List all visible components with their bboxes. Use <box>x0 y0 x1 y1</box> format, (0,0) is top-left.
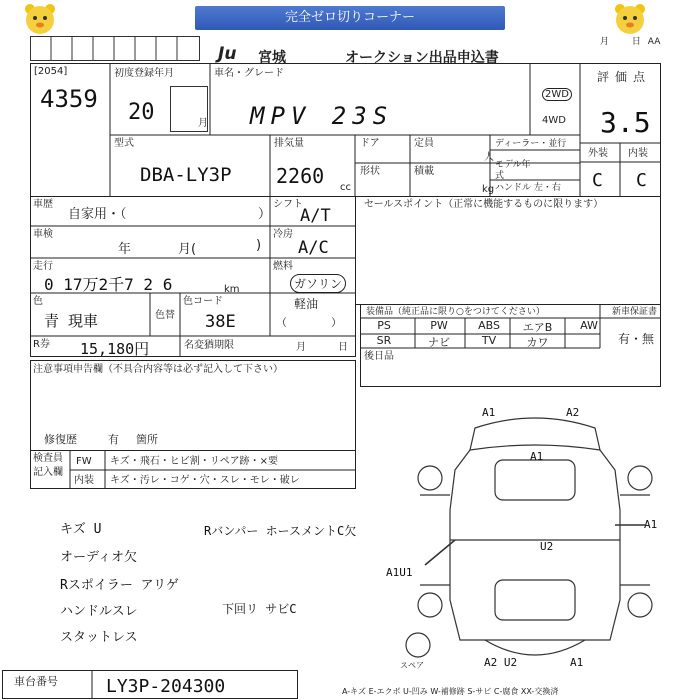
sheet-title: オークション出品申込書 <box>345 50 499 66</box>
aircon-value: A/C <box>298 238 329 258</box>
handwritten-note-5: スタットレス <box>60 630 138 645</box>
shift-value: A/T <box>300 206 331 226</box>
handwritten-note-3: Rスポイラー アリゲ <box>60 578 179 593</box>
notes-label: 注意事項申告欄（不具合内容等は必ず記入して下さい） <box>33 364 283 375</box>
diagram-spare-label: スペア <box>400 661 424 670</box>
history-close: ） <box>258 207 272 222</box>
color-code-label: 色コード <box>183 296 223 307</box>
deadline-month: 月 <box>296 342 306 353</box>
color-swap-label: 色替 <box>155 310 175 321</box>
diagram-mark-a1-top: A1 <box>482 406 496 419</box>
handwritten-note-right-1: Rバンパー ホースメントC欠 <box>204 524 357 538</box>
equipment-row-1 <box>360 319 600 334</box>
fw-label: FW <box>76 456 92 467</box>
car-damage-diagram <box>400 400 670 680</box>
diagram-mark-a1u1: A1U1 <box>386 566 413 579</box>
displacement-label: 排気量 <box>274 138 304 149</box>
load-label: 積載 <box>414 166 434 177</box>
diagram-mark-a2-top: A2 <box>566 406 580 419</box>
warranty-label: 新車保証書 <box>612 307 658 317</box>
handwritten-note-right-2: 下回リ サビC <box>222 602 297 616</box>
model-year-label: モデル年式 <box>495 160 531 181</box>
lot-prefix: [2054] <box>34 66 68 77</box>
color-code: 38E <box>205 312 236 332</box>
equipment-row-2 <box>360 334 600 348</box>
drive-4wd: 4WD <box>542 115 566 126</box>
equipment-item: カワ <box>526 336 549 349</box>
interior-grade: C <box>636 170 647 191</box>
displacement: 2260 <box>276 164 325 188</box>
inspector-label: 検査員記入欄 <box>33 453 63 478</box>
lot-number: 4359 <box>40 85 98 113</box>
exterior-grade: C <box>592 170 603 191</box>
equipment-item: TV <box>481 334 497 347</box>
color-value: 青 現車 <box>44 312 99 330</box>
first-reg-year: 20 <box>128 100 155 125</box>
repair-value: 有 <box>108 433 119 446</box>
equipment-label: 装備品（純正品に限り○をつけてください） <box>366 307 545 317</box>
capacity-label: 定員 <box>414 138 434 149</box>
equipment-item: ナビ <box>428 336 450 349</box>
inspection-year: 年 <box>118 242 132 257</box>
km-unit: km <box>224 284 240 295</box>
month-label: 月 <box>198 118 208 129</box>
handwritten-note-4: ハンドルスレ <box>60 604 138 619</box>
inspection-close: ) <box>256 238 262 253</box>
load-unit: kg <box>482 184 495 195</box>
rear-seat-label: 後日品 <box>364 351 394 362</box>
color-label: 色 <box>33 296 43 307</box>
equipment-item: エアB <box>522 321 553 334</box>
exterior-label: 外装 <box>588 148 608 159</box>
mileage-value: 0 17万2千7 2 6 <box>44 275 173 294</box>
first-reg-label: 初度登録年月 <box>114 68 174 79</box>
region: 宮城 <box>258 50 286 66</box>
logo: Ju <box>218 44 237 64</box>
damage-legend: A-キズ E-エクボ U-凹み W-補修跡 S-サビ C-腐食 XX-交換済 <box>342 687 559 696</box>
repair-part: 箇所 <box>136 433 158 446</box>
inspection-month: 月( <box>178 242 197 257</box>
shift-label: シフト <box>273 199 303 210</box>
equipment-item: ABS <box>478 319 500 332</box>
interior-items: キズ・汚レ・コゲ・穴・スレ・モレ・破レ <box>110 475 300 486</box>
score-label: 評価点 <box>597 70 652 84</box>
model: DBA-LY3P <box>140 164 232 186</box>
diagram-mark-a1-rear: A1 <box>570 656 584 669</box>
fuel-diesel: 軽油 <box>294 297 319 311</box>
handwritten-note-2: オーディオ欠 <box>60 550 137 565</box>
handwritten-note-1: キズ U <box>60 522 102 537</box>
diagram-mark-a2u2: A2 U2 <box>484 656 518 669</box>
warranty-value: 有・無 <box>618 332 655 346</box>
date-header: 月 日 AA <box>600 37 661 47</box>
fuel-label: 燃料 <box>273 261 293 272</box>
equipment-item: PW <box>430 319 448 332</box>
deadline-day: 日 <box>338 342 348 353</box>
shape-label: 形状 <box>360 166 380 177</box>
diagram-mark-u2: U2 <box>540 540 554 553</box>
interior-row-label: 内装 <box>74 475 94 486</box>
reg-box <box>170 86 208 132</box>
equipment-item: PS <box>377 319 391 332</box>
recycle-value: 15,180円 <box>80 340 150 358</box>
car-name: MPV 23S <box>250 102 394 130</box>
chassis-label: 車台番号 <box>14 675 58 688</box>
fuel-paren: （ ） <box>276 316 342 329</box>
equipment-item: SR <box>376 334 392 347</box>
chassis-value: LY3P-204300 <box>106 676 226 697</box>
aircon-label: 冷房 <box>273 229 293 240</box>
interior-label: 内装 <box>628 148 648 159</box>
model-label: 型式 <box>114 138 134 149</box>
deadline-label: 名変猶期限 <box>184 340 234 351</box>
car-name-label: 車名・グレード <box>214 68 284 79</box>
history-label: 車歴 <box>33 199 53 210</box>
fuel-gas: ガソリン <box>290 274 346 293</box>
recycle-label: R券 <box>33 339 50 350</box>
mileage-label: 走行 <box>33 261 53 272</box>
capacity-unit: 人 <box>484 152 494 163</box>
handle-label: ハンドル 左・右 <box>495 183 561 193</box>
equipment-item: AW <box>580 319 598 332</box>
history-value: 自家用・（ <box>68 207 127 222</box>
inspection-label: 車検 <box>33 229 53 240</box>
banner: 完全ゼロ切りコーナー <box>195 6 505 30</box>
diagram-mark-a1-hood: A1 <box>530 450 544 463</box>
dealer-label: ディーラー・並行 <box>495 139 567 149</box>
sales-point-label: セールスポイント（正常に機能するものに限ります） <box>364 199 604 210</box>
cc-unit: cc <box>340 182 351 193</box>
score: 3.5 <box>600 106 651 139</box>
drive-2wd: 2WD <box>542 88 572 101</box>
repair-label: 修復歴 <box>44 433 77 446</box>
diagram-mark-a1-right: A1 <box>644 518 658 531</box>
fw-items: キズ・飛石・ヒビ割・リペア跡・×要 <box>110 456 278 467</box>
door-label: ドア <box>360 138 380 149</box>
